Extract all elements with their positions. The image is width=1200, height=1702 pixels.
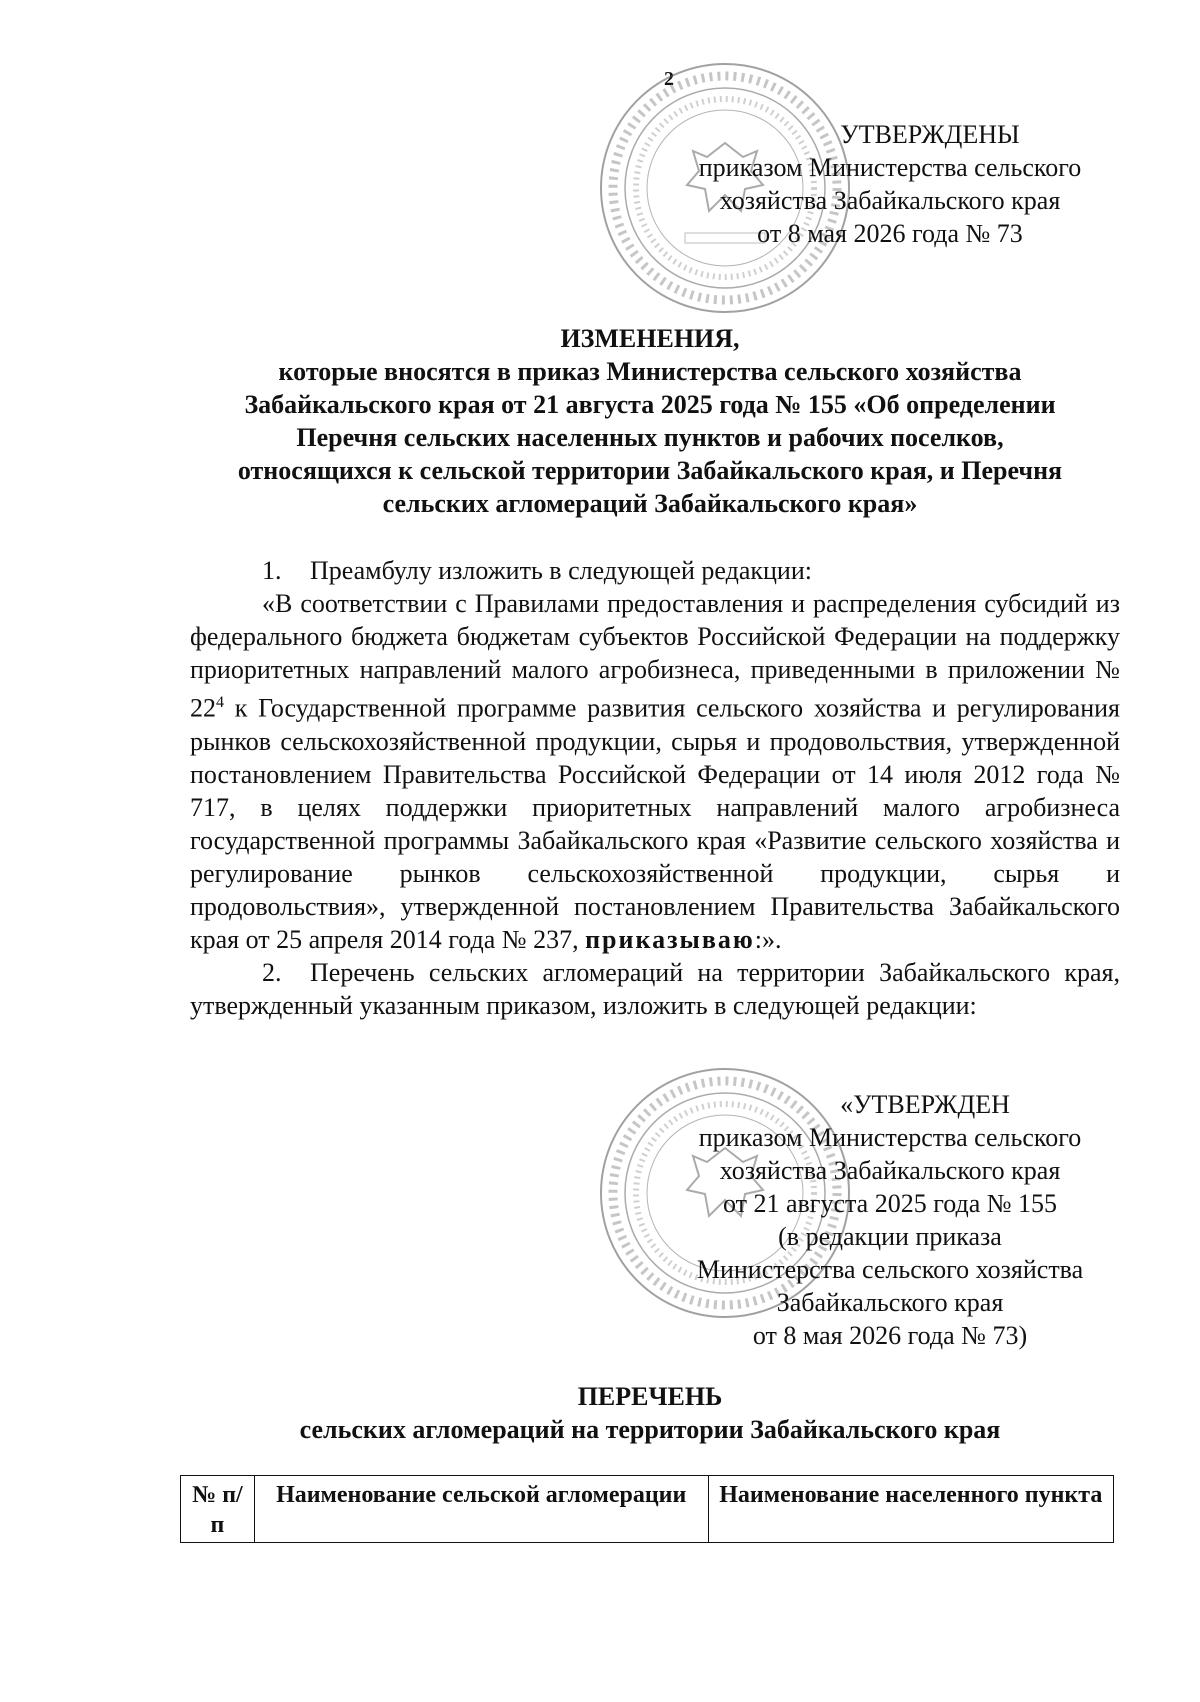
approval-line: Забайкальского края [776, 1288, 1004, 1317]
item-number: 1. [262, 556, 282, 585]
quote-superscript: 4 [216, 694, 224, 711]
item-2 [190, 956, 1120, 1022]
item-text: Перечень сельских агломераций на территории Забайкальского края, утвержденный указанным приказом, изложить в следующей редакции: [190, 957, 1120, 1020]
approval-heading: «УТВЕРЖДЕН [840, 1090, 1010, 1119]
approval-block-bottom [655, 1088, 1125, 1352]
approval-line: приказом Министерства сельского [698, 1123, 1082, 1152]
agglomerations-table [180, 1475, 1114, 1543]
approval-line: от 8 мая 2026 года № 73 [757, 219, 1023, 248]
approval-block-top [660, 118, 1120, 250]
item-number: 2. [262, 957, 282, 987]
approval-line: от 8 мая 2026 года № 73) [752, 1321, 1028, 1350]
approval-heading: УТВЕРЖДЕНЫ [840, 120, 1020, 149]
changes-title-line: Забайкальского края от 21 августа 2025 года № 155 «Об определении [244, 390, 1056, 419]
changes-title-line: которые вносятся в приказ Министерства сельского хозяйства [278, 357, 1022, 386]
quote-text: :». [754, 924, 782, 954]
item-1 [190, 554, 1120, 587]
page-number: 2 [664, 68, 674, 90]
list-subtitle: сельских агломераций на территории Забайкальского края [299, 1415, 1001, 1444]
list-heading: ПЕРЕЧЕНЬ [577, 1382, 723, 1411]
approval-line: от 21 августа 2025 года № 155 [722, 1189, 1058, 1218]
item-text: Преамбулу изложить в следующей редакции: [310, 556, 812, 585]
approval-line: Министерства сельского хозяйства [696, 1255, 1084, 1284]
approval-line: хозяйства Забайкальского края [719, 1156, 1061, 1185]
changes-title-line: сельских агломераций Забайкальского края» [382, 489, 918, 518]
table-header-settlement: Наименование населенного пункта [708, 1476, 1113, 1543]
changes-title-line: Перечня сельских населенных пунктов и рабочих поселков, [296, 423, 1004, 452]
table-header-agglomeration: Наименование сельской агломерации [254, 1476, 708, 1543]
changes-heading: ИЗМЕНЕНИЯ, [560, 324, 740, 353]
approval-line: хозяйства Забайкальского края [719, 186, 1061, 215]
preamble-quote [190, 587, 1120, 956]
document-body [190, 554, 1120, 1022]
table-header-row [181, 1476, 1114, 1543]
list-title [180, 1380, 1120, 1446]
approval-line: (в редакции приказа [778, 1222, 1002, 1251]
quote-text: к Государственной программе развития сельского хозяйства и регулирования рынков сельскохозяйственной продукции, сырья и продовольствия, утвержденной постановлением Правительства Российской Федерации от 14 июля 2012 года № 717, в целях поддержки приоритетных направлений малого агробизнеса государственной программы Забайкальского края «Развитие сельского хозяйства и регулирование рынков сельскохозяйственной продукции, сырья и продовольствия», утвержденной постановлением Правительства Забайкальского края от 25 апреля 2014 года № 237, [190, 693, 1120, 954]
changes-title-line: относящихся к сельской территории Забайкальского края, и Перечня [237, 456, 1063, 485]
approval-line: приказом Министерства сельского [698, 153, 1082, 182]
quote-text: «В соответствии с Правилами предоставления и распределения субсидий из федерального бюджета бюджетам субъектов Российской Федерации на поддержку приоритетных направлений малого агробизнеса, приведенными в приложении № 22 [190, 589, 1120, 723]
table-header-number: № п/п [181, 1476, 255, 1543]
quote-emphasis: приказываю [585, 924, 755, 954]
changes-title [180, 322, 1120, 520]
